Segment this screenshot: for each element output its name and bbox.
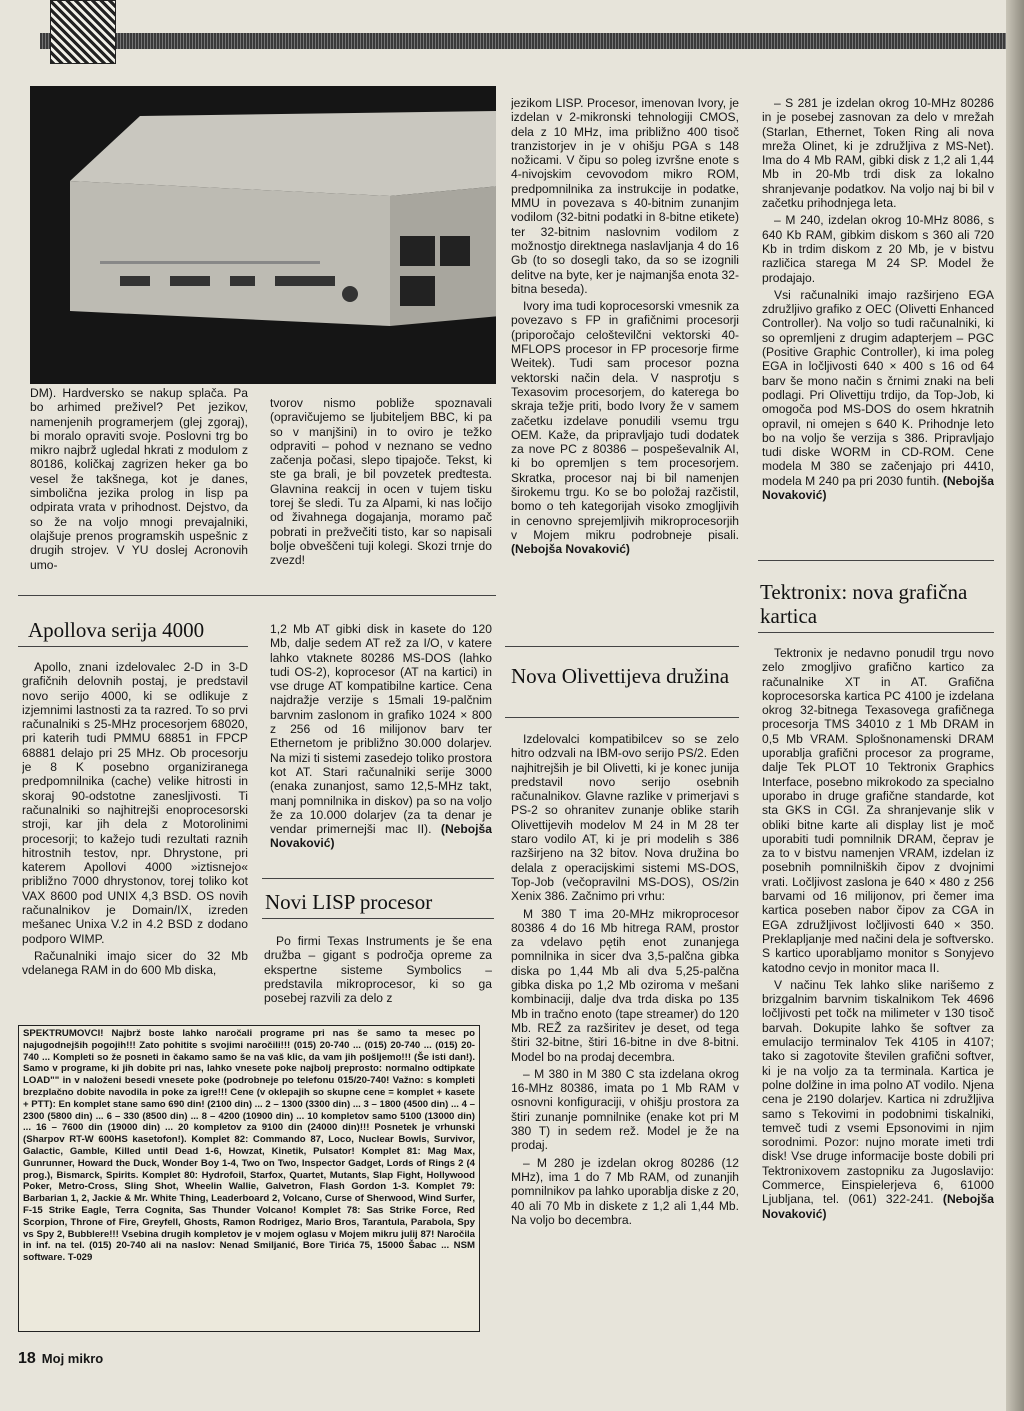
paragraph: M 380 T ima 20-MHz mikroprocesor 80386 4 do 16 Mb hitrega RAM, prostor za vdelavo pętih enot zunanjega pomnilnika in sicer dva 3,5-palčna gibka diska po 1,44 Mb ali dva 5,25-palčna gibka diska po 1,2 Mb oziroma v mešani kombinaciji, dalje dva trda diska po 135 Mb in tračno enoto (tape streamer) do 120 Mb. REŽ za razširitev je deset, od tega štiri 32-bitne, štiri 16-bitne in dve 8-bitni. Model bo na prodaj decembra. [511, 906, 739, 1064]
page-footer [18, 1350, 103, 1368]
olivetti-column-4 [762, 96, 994, 544]
olivetti-author: (Nebojša Novaković) [762, 473, 994, 503]
paragraph: – S 281 je izdelan okrog 10-MHz 80286 in je posebej zasnovan za delo v mrežah (Starlan, Ethernet, Token Ring ali nova mreža Olinet, ki je združljiva z MS-Net). Ima do 4 Mb RAM, gibki disk z 1,2 ali 1,44 Mb in 20-Mb trdi disk za lokalno shranjevanje podatkov. Na voljo naj bi bil v začetku prihodnjega leta. [762, 96, 994, 211]
apollo-underline [18, 646, 248, 647]
paragraph: jezikom LISP. Procesor, imenovan Ivory, je izdelan v 2-mikronski tehnologiji CMOS, dela z 10 MHz, ima približno 400 tisoč tranzistorjev in je v ohišju PGA s 148 nožicami. V čipu so poleg izvršne enote s 4-nivojskim cevovodom mikro ROM, predpomnilnika za instrukcije in podatke, MMU in povezava s 40-bitnim zunanjim vodilom (32-bitni podatki in 8-bitne etikete) ter 32-bitnim naslovnim vodilom z možnostjo direktnega naslavljanja 4 do 16 Gb (to so dosegli tako, da so se izognili delitve na byte, ker je najmanjša enota 32-bitna beseda). [511, 96, 739, 296]
page-edge-shadow [1006, 0, 1024, 1411]
ad-code: T-029 [67, 1252, 93, 1264]
paragraph: Računalniki imajo sicer do 32 Mb vdelanega RAM in do 600 Mb diska, [22, 948, 248, 978]
paragraph: Tektronix je nedavno ponudil trgu novo zelo zmogljivo grafično kartico za računalnike XT in AT. Grafična koprocesorska kartica PC 4100 je izdelana okrog 32-bitnega Texasovega grafičnega procesorja TMS 34010 z 1 Mb DRAM in 0,5 Mb VRAM. Splošnonamenski DRAM uporablja grafični procesor za programe, dalje Tek PLOT 10 Tektronix Graphics Interface, posebno mikrokodo za specialno uporabo in druge grafične standarde, kot sta GKS in CGI. Za shranjevanje slik v obliki bitne karte ali display list je moč uporabiti tudi pomnilnik DRAM, čeprav je za to v bistvu namenjen VRAM, izdelan iz posebnih pomnilniških čipov z dvojnimi vrati. Ločljivost zaslona je 640 × 480 z 256 barvami od 16 milijonov, pri čemer ima kartica poseben nabor čipov za CGA in EGA združljivost ločljivosti 640 × 350. Preklapljanje med načini dela je softversko. S kartico uporabljamo monitor s Sonyjevo katodno cevjo in monitor maca II. [762, 646, 994, 975]
lisp-underline [262, 918, 494, 919]
paragraph: tvorov nismo pobliže spoznavali (opravičujemo se ljubiteljem BBC, ki pa so v manjšini) in to oviro je težko odpraviti – pohod v neznano se vedno začenja počasi, slepo tipajoče. Tekst, ki ste ga brali, je bil povzetek predtesta. Glavnina reakcij in ocen v tujem tisku torej še sledi. Tu za Alpami, ki nas ločijo od živahnega dogajanja, moramo pač pobrati in prežvečiti tisto, kar so napisali bolje obveščeni tuji kolegi. Skozi trnje do zvezd! [270, 396, 492, 568]
magazine-logo-icon [50, 0, 116, 64]
olivetti-heading: Nova Olivettijeva družina [511, 664, 730, 688]
computer-photo [30, 86, 496, 384]
lisp-divider [262, 878, 494, 879]
column-2-top [270, 396, 492, 576]
paragraph: Izdelovalci kompatibilcev so se zelo hitro odzvali na IBM-ovo serijo PS/2. Eden najhitrejših je bil Olivetti, ki je konec junija predstavil novo serijo osebnih računalnikov. Glavne razlike v primerjavi s PS-2 so ohranitev zunanje oblike starih Olivettijevih modelov M 24 in M 28 ter staro vodilo AT, ki je pri modelih s 386 razširjeno na 32 bitov. Nova družina bo delala z operacijskimi sistemi MS-DOS, Top-Job (večopravilni MS-DOS), OS/2in Xenix 386. Začnimo pri vrhu: [511, 732, 739, 904]
lisp-column-3 [511, 96, 739, 626]
paragraph: – M 280 je izdelan okrog 80286 (12 MHz), ima 1 do 7 Mb RAM, od zunanjih pomnilnikov pa lahko uporablja diske z 20, 40 ali 70 Mb in diskete z 1,2 ali 1,44 Mb. Na voljo bo decembra. [511, 1155, 739, 1227]
column-1-top [30, 386, 248, 596]
lisp-heading: Novi LISP procesor [265, 890, 433, 914]
section-divider [18, 595, 496, 596]
tektronix-author: (Nebojša Novaković) [762, 1192, 994, 1221]
paragraph: Apollo, znani izdelovalec 2-D in 3-D grafičnih delovnih postaj, je predstavil novo serijo 4000, ki se odlikuje z izjemnimi lastnosti za ta razred. To so prvi računalniki s 25-MHz procesorjem 68020, pri katerih tudi PMMU 68851 in FPCP 68881 delajo pri 25 MHz. Ob procesorju je 8 K posebno organiziranega predpomnilnika (cache) velike hitrosti in skoraj 90-odstotne zanesljivosti. Ti računalniki so najhitrejši enoprocesorski stroji, kar jih dela z Motorolinimi procesorji; to kažejo tudi rezultati raznih hitrostnih testov, npr. Dhrystone, pri katerem Apollovi 4000 »iztisnejo« približno 7000 dhrystonov, torej toliko kot VAX 8600 pod UNIX 4,3 BSD. OS novih računalnikov je Domain/IX, izreden mešanec Unixa V.2 in 4.2 BSD z dodano podporo WIMP. [22, 660, 248, 946]
paragraph: V načinu Tek lahko slike narišemo z brizgalnim barvnim tiskalnikom Tek 4696 ločljivosti pet točk na milimeter v 130 tisoč barvah. Dokupite lahko še softver za emulacijo terminalov Tek 4105 in 4107; tako si zagotovite številen grafični softver, ki je na voljo za ta terminala. Kartica je polne dolžine in ima polno AT vodilo. Njena cena je 2190 dolarjev. Kartica ni združljiva samo s Tekovimi in podobnimi tiskalniki, temveč tudi z vsemi Epsonovimi in njim sorodnimi. Pozor: nujno morate imeti trdi disk! Vse druge informacije boste dobili pri Tektronixovem zastopniku za Jugoslavijo: Commerce, Einspielerjeva 6, 61000 Ljubljana, tel. (061) 322-241. (Nebojša Novaković) [762, 977, 994, 1221]
spektrum-advertisement [18, 1025, 480, 1332]
apollo-author: (Nebojša Novaković) [270, 822, 492, 851]
lisp-author: (Nebojša Novaković) [511, 542, 630, 557]
tektronix-heading: Tektronix: nova grafična kartica [760, 580, 968, 628]
paragraph: – M 380 in M 380 C sta izdelana okrog 16-MHz 80386, imata po 1 Mb RAM v osnovni konfiguraciji, v ohišju prostora za štiri zunanje pomnilnike (enake kot pri M 380 T) in sedem rež. Model je že na prodaj. [511, 1066, 739, 1153]
lisp-column-2 [264, 934, 492, 1014]
magazine-name: Moj mikro [41, 1351, 104, 1366]
paragraph: DM). Hardversko se nakup splača. Pa bo arhimed preživel? Pet jezikov, namenjenih programerjem (glej zgoraj), bi moralo opraviti svoje. Poslovni trg bo mikro najbrž ugledal hkrati z modulom z 80186, količkaj zagrizen heker ga bo vesel že takšnega, kot je danes, simbolična jezika prolog in lisp pa odpirata vrata v prihodnost. Dejstvo, da so že na voljo mnogi prevajalniki, olajšuje prenos programskih uspešnic z drugih strojev. V YU doslej Acronovih umo- [30, 386, 248, 572]
paragraph: Vsi računalniki imajo razširjeno EGA združljivo grafiko z OEC (Olivetti Enhanced Controller). Na voljo so tudi računalniki, ki so opremljeni z drugim adapterjem – PGC (Positive Graphic Controller), ki ima poleg EGA in ločljivosti 640 × 400 s 16 od 64 barv še mono način s črnimi znaki na beli podlagi. Pri Olivettiju trdijo, da Top-Job, ki omogoča pod MS-DOS do osem hkratnih opravil, ni omejen s 640 K. Prihodnje leto bo na voljo še verzija s 386. Pripravljajo tudi diske WORM in CD-ROM. Cene modela M 380 se začenjajo pri 4410, modela M 240 pa pri 2030 funtih. (Nebojša Novaković) [762, 287, 994, 503]
olivetti-underline [505, 717, 739, 718]
paragraph: 1,2 Mb AT gibki disk in kasete do 120 Mb, dalje sedem AT rež za I/O, v katere lahko vtaknete 80286 MS-DOS (lahko tudi OS-2), koprocesor (AT na kartici) in vse druge AT kompatibilne kartice. Cena najdražje verzije s 15mali 19-palčnim barvnim zaslonom in grafiko 1024 × 800 z 256 od 16 milijonov barv ter Ethernetom je približno 30.000 dolarjev. Na mizi ti sistemi zasedejo toliko prostora kot AT. Stari računalniki serije 3000 (enaka zunanjost, samo 12,5-MHz takt, manj pomnilnika in diskov) pa so na voljo že za 10.000 dolarjev (za ta denar je vendar primernejši mac II). (Nebojša Novaković) [270, 622, 492, 851]
paragraph: Po firmi Texas Instruments je še ena družba – gigant s področja opreme za ekspertne sisteme Symbolics – predstavila mikroprocesor, ki so ga posebej razvili za delo z [264, 934, 492, 1006]
tektronix-column-4 [762, 646, 994, 1311]
apollo-column-1 [22, 660, 248, 1005]
paragraph: Ivory ima tudi koprocesorski vmesnik za povezavo s FP in grafičnimi procesorji (priporočajo celoštevilčni vektorski 40-MFLOPS procesor in FP procesorje firme Weitek). Tudi sam procesor pozna vektorski način dela. V nasprotju s Texasovim procesorjem, do katerega bo skraja težje priti, bodo Ivory že v samem začetku izdelave ponudili vsemu trgu OEM. Kaže, da pripravljajo tudi dodatek za nove PC z 80386 – pospeševalnik AI, ki bo opremljen s tem procesorjem. Skratka, procesor naj bi bil namenjen širokemu trgu. Ko se bo položaj razčistil, bomo o teh kategorijah visoko zmogljivih in cenovno sprejemljivih mikroprocesorjih v Mojem mikru podrobneje pisali. (Nebojša Novaković) [511, 299, 739, 557]
page-number: 18 [18, 1350, 36, 1367]
apollo-heading: Apollova serija 4000 [28, 618, 205, 642]
header-bar [40, 33, 1024, 49]
olivetti-divider [505, 646, 739, 647]
computer-photo-icon [30, 86, 496, 384]
paragraph: – M 240, izdelan okrog 10-MHz 8086, s 640 Kb RAM, gibkim diskom s 360 ali 720 Kb in trdim diskom z 20 Mb, je v bistvu različica starega M 24 SP. Model že prodajajo. [762, 213, 994, 285]
ad-text: SPEKTRUMOVCI! Najbrž boste lahko naročali programe pri nas še samo ta mesec po najugodnejših pogojih!!! Zato pohitite s svojimi naročili!!! (015) 20-740 ... (015) 20-740 ... (015) 20-740 ... Kompleti so že posneti in čakamo samo še na vaš klic, da vam jih pošljemo!!! (Še isti dan!). Samo v programe, ki jih dobite pri nas, lahko vnesete poke najbolj preprosto: normalno odtipkate LOAD"" in v naloženi besedi vnesete poke (podrobneje po telefonu 015/20-740! Važno: s kompleti brezplačno dobite navodila in poke za igre!!! Cene (v oklepajih so skupne cene = komplet + kasete + PTT): En komplet stane samo 690 din! (2100 din) ... 2 – 1300 (3300 din) ... 3 – 1800 (4500 din) ... 4 – 2300 (5800 din) ... 6 – 330 (8500 din) ... 8 – 4200 (10900 din) ... 10 kompletov samo 5100 (13000 din) ... 16 – 7600 din (19000 din) ... 20 kompletov za 9100 din (24000 din)!!! Posnetek je vrhunski (Sharpov RT-W 600HS kasetofon!). Komplet 82: Commando 87, Loco, Nuclear Bowls, Survivor, Galactic, Gamble, Killed until Dead 1-6, Howzat, Kinetik, Pulsator! Komplet 81: Mag Max, Gunrunner, Howard the Duck, Wonder Boy 1-4, Two on Two, Inspector Gadget, Lords of Rings 2 (4 prog.), Bismarck, Spirits. Komplet 80: Hydrofoil, Starfox, Quartet, Mutants, Slap Fight, Hollywood Poker, Metro-Cross, Sling Shot, Wheelin Wallie, Galvetron, Flash Gordon 1-3. Komplet 79: Barbarian 1, 2, Jackie & Mr. White Thing, Leaderboard 2, Volcano, Curse of Sherwood, Wind Surfer, F-15 Strike Eagle, Terra Cognita, Sas Thunder Volcano! Komplet 78: Sas Strike Force, Red Scorpion, Throne of Fire, Greyfell, Ghosts, Ramon Rodrigez, Mario Bros, Tarantula, Parabola, Spy vs Spy 2, Bubblere!!! Vsebina drugih kompletov je v mojem oglasu v Mojem mikru julij 87! Naročila in inf. na tel. (015) 20-740 ali na naslov: Nenad Smiljanić, Bore Tirića 75, 15000 Šabac ... NSM software. T-029 [23, 1028, 475, 1264]
apollo-column-2 [270, 622, 492, 872]
tektronix-underline [758, 632, 994, 633]
tektronix-divider [758, 560, 994, 561]
olivetti-column-3 [511, 732, 739, 1312]
